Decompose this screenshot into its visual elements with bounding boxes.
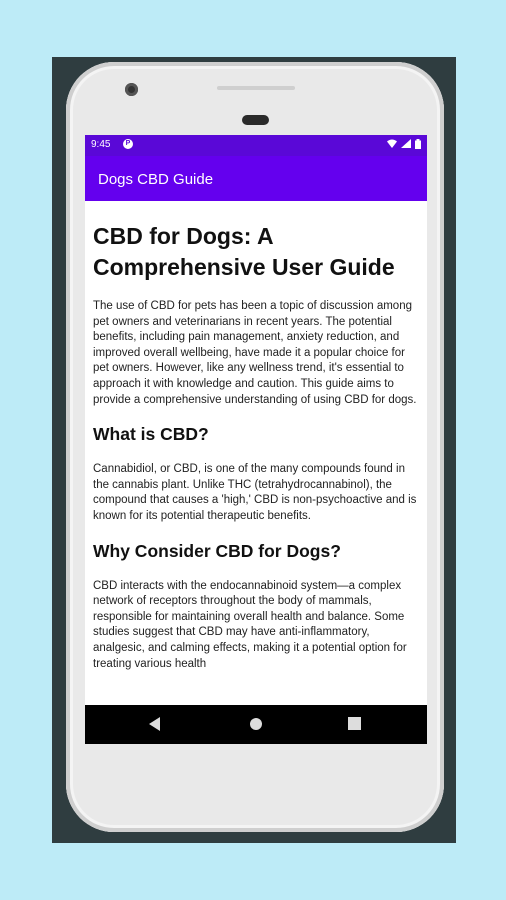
battery-icon	[415, 139, 421, 149]
recents-icon[interactable]	[348, 717, 361, 730]
section-heading-what-is-cbd: What is CBD?	[93, 424, 209, 445]
notification-p-icon: P	[123, 139, 133, 149]
status-bar	[85, 135, 427, 156]
app-title: Dogs CBD Guide	[98, 171, 214, 188]
article-title: CBD for Dogs: A Comprehensive User Guide	[93, 223, 395, 280]
sensor-strip	[217, 86, 295, 90]
system-icons	[386, 139, 421, 150]
signal-icon	[401, 139, 411, 148]
navigation-bar	[85, 705, 427, 744]
wifi-icon	[387, 139, 397, 148]
article-content[interactable]	[85, 201, 427, 705]
front-camera	[125, 83, 138, 96]
phone-screen	[85, 135, 427, 744]
section-body-what-is-cbd: Cannabidiol, or CBD, is one of the many compounds found in the cannabis plant. Unlike THC (tetrahydrocannabinol), the compound that causes a 'high,' CBD is non-psychoactive and is known for its potential therapeutic benefits.	[93, 463, 417, 522]
article-intro: The use of CBD for pets has been a topic of discussion among pet owners and veterinarians in recent years. The potential benefits, including pain management, anxiety reduction, and improved overall wellbeing, have made it a popular choice for pet owners. However, like any wellness trend, it's essential to approach it with knowledge and caution. This guide aims to provide a comprehensive understanding of using CBD for dogs.	[93, 300, 417, 406]
status-time: 9:45	[91, 139, 111, 150]
section-body-why-cbd: CBD interacts with the endocannabinoid system—a complex network of receptors throughout the body of mammals, responsible for maintaining overall health and balance. Some studies suggest that CBD may have anti-inflammatory, analgesic, and calming effects, making it a potential option for treating various health	[93, 579, 407, 670]
section-heading-why-cbd: Why Consider CBD for Dogs?	[93, 540, 341, 561]
app-bar	[85, 156, 427, 201]
back-icon[interactable]	[149, 717, 161, 731]
home-icon[interactable]	[249, 717, 263, 731]
earpiece-speaker	[242, 115, 269, 125]
